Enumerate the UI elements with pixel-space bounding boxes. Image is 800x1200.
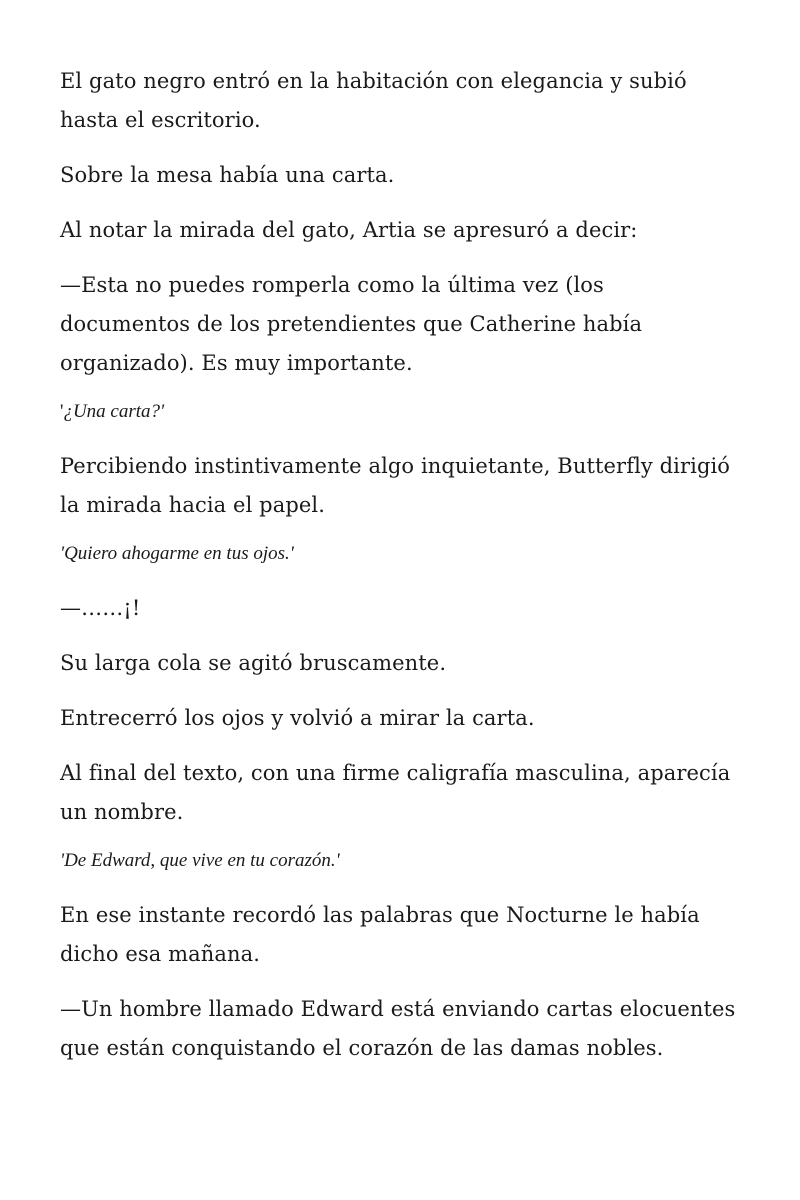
paragraph-4: —Esta no puedes romperla como la última vez (los documentos de los pretendientes que Catherine había organizado). Es muy importante.: [60, 273, 643, 375]
paragraph-6: —……¡!: [60, 596, 141, 620]
document-page: [60, 62, 740, 1084]
paragraph-1: El gato negro entró en la habitación con elegancia y subió hasta el escritorio.: [60, 69, 687, 132]
paragraph-9: Al final del texto, con una firme caligrafía masculina, aparecía un nombre.: [60, 761, 731, 824]
paragraph-5: Percibiendo instintivamente algo inquietante, Butterfly dirigió la mirada hacia el papel.: [60, 454, 731, 517]
quote-1-text: ¿Una carta?': [63, 401, 165, 422]
quote-1: [60, 399, 740, 425]
paragraph-2: Sobre la mesa había una carta.: [60, 163, 395, 187]
paragraph-7: Su larga cola se agitó bruscamente.: [60, 651, 447, 675]
quote-3: 'De Edward, que vive en tu corazón.': [60, 850, 340, 871]
paragraph-11: —Un hombre llamado Edward está enviando cartas elocuentes que están conquistando el corazón de las damas nobles.: [60, 997, 736, 1060]
paragraph-10: En ese instante recordó las palabras que Nocturne le había dicho esa mañana.: [60, 903, 700, 966]
paragraph-3: Al notar la mirada del gato, Artia se apresuró a decir:: [60, 218, 638, 242]
quote-2: 'Quiero ahogarme en tus ojos.': [60, 543, 294, 564]
paragraph-8: Entrecerró los ojos y volvió a mirar la carta.: [60, 706, 535, 730]
quote-1-mark: ': [60, 401, 64, 422]
